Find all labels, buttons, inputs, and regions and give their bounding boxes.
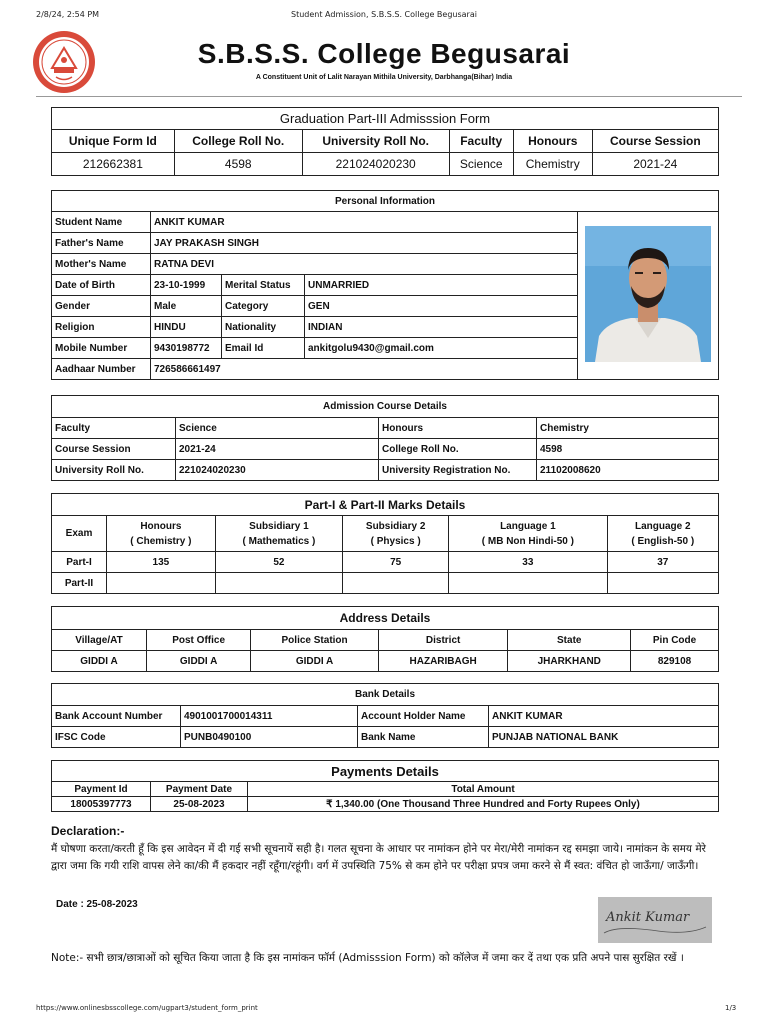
payments-value-cell: 18005397773 bbox=[52, 797, 151, 812]
form-value-cell: 221024020230 bbox=[302, 153, 449, 176]
address-header-cell: Police Station bbox=[251, 630, 379, 651]
label-faculty: Faculty bbox=[52, 418, 176, 439]
address-value-cell: GIDDI A bbox=[52, 651, 147, 672]
form-value-cell: 212662381 bbox=[52, 153, 175, 176]
value-university-roll: 221024020230 bbox=[176, 460, 379, 481]
value-dob: 23-10-1999 bbox=[151, 275, 222, 296]
marks-col-name: Honours bbox=[140, 520, 182, 532]
marks-col-name: Language 2 bbox=[634, 520, 691, 532]
payments-header-cell: Payment Id bbox=[52, 782, 151, 797]
marks-part1-cell: 135 bbox=[107, 552, 216, 573]
marks-col-name: Subsidiary 2 bbox=[365, 520, 426, 532]
personal-info-table bbox=[51, 190, 719, 380]
label-dob: Date of Birth bbox=[52, 275, 151, 296]
address-table bbox=[51, 606, 719, 672]
bank-title: Bank Details bbox=[52, 684, 719, 706]
label-account-holder: Account Holder Name bbox=[358, 706, 489, 727]
header-divider bbox=[36, 96, 742, 97]
marks-col-header bbox=[215, 516, 342, 552]
course-title: Admission Course Details bbox=[52, 396, 719, 418]
value-religion: HINDU bbox=[151, 317, 222, 338]
label-nationality: Nationality bbox=[222, 317, 305, 338]
form-header-cell: College Roll No. bbox=[174, 130, 302, 153]
student-photo bbox=[585, 226, 711, 362]
value-university-reg: 21102008620 bbox=[537, 460, 719, 481]
label-ifsc: IFSC Code bbox=[52, 727, 181, 748]
address-value-cell: GIDDI A bbox=[146, 651, 250, 672]
marks-col-header bbox=[607, 516, 718, 552]
form-summary-table bbox=[51, 107, 719, 176]
address-value-cell: 829108 bbox=[631, 651, 719, 672]
label-category: Category bbox=[222, 296, 305, 317]
address-header-cell: Pin Code bbox=[631, 630, 719, 651]
print-datetime: 2/8/24, 2:54 PM bbox=[36, 10, 100, 19]
address-value-cell: GIDDI A bbox=[251, 651, 379, 672]
marks-table bbox=[51, 493, 719, 594]
personal-title: Personal Information bbox=[52, 191, 719, 212]
value-bank-name: PUNJAB NATIONAL BANK bbox=[489, 727, 719, 748]
label-gender: Gender bbox=[52, 296, 151, 317]
marks-col-name: Subsidiary 1 bbox=[249, 520, 309, 532]
form-value-cell: 2021-24 bbox=[592, 153, 718, 176]
value-email: ankitgolu9430@gmail.com bbox=[305, 338, 578, 359]
marks-col-header bbox=[449, 516, 607, 552]
label-university-roll: University Roll No. bbox=[52, 460, 176, 481]
value-father-name: JAY PRAKASH SINGH bbox=[151, 233, 578, 254]
college-name: S.B.S.S. College Begusarai bbox=[197, 38, 571, 69]
marks-col-sub: ( Mathematics ) bbox=[242, 535, 316, 547]
payments-value-cell: ₹ 1,340.00 (One Thousand Three Hundred and Forty Rupees Only) bbox=[248, 797, 719, 812]
marks-part1-cell: 33 bbox=[449, 552, 607, 573]
form-value-cell: Chemistry bbox=[513, 153, 592, 176]
label-bank-name: Bank Name bbox=[358, 727, 489, 748]
marks-part2-label: Part-II bbox=[52, 573, 107, 594]
form-header-cell: Course Session bbox=[592, 130, 718, 153]
marks-part1-cell: 75 bbox=[343, 552, 449, 573]
marks-col-name: Language 1 bbox=[500, 520, 556, 532]
marks-part1-cell: 37 bbox=[607, 552, 718, 573]
print-url[interactable]: https://www.onlinesbsscollege.com/ugpart3/student_form_print bbox=[36, 1004, 258, 1012]
value-college-roll: 4598 bbox=[537, 439, 719, 460]
marks-exam-header: Exam bbox=[52, 516, 107, 552]
payments-header-cell: Total Amount bbox=[248, 782, 719, 797]
marks-part1-label: Part-I bbox=[52, 552, 107, 573]
label-father-name: Father's Name bbox=[52, 233, 151, 254]
label-marital: Merital Status bbox=[222, 275, 305, 296]
value-gender: Male bbox=[151, 296, 222, 317]
address-header-cell: State bbox=[508, 630, 631, 651]
label-mobile: Mobile Number bbox=[52, 338, 151, 359]
marks-part1-cell: 52 bbox=[215, 552, 342, 573]
address-title: Address Details bbox=[52, 607, 719, 630]
value-bank-account: 4901001700014311 bbox=[181, 706, 358, 727]
declaration-title: Declaration:- bbox=[51, 824, 125, 838]
value-ifsc: PUNB0490100 bbox=[181, 727, 358, 748]
marks-part2-cell bbox=[607, 573, 718, 594]
marks-col-sub: ( Chemistry ) bbox=[130, 535, 192, 547]
declaration-date: Date : 25-08-2023 bbox=[56, 899, 138, 910]
marks-part2-cell bbox=[449, 573, 607, 594]
value-marital: UNMARRIED bbox=[305, 275, 578, 296]
label-aadhaar: Aadhaar Number bbox=[52, 359, 151, 380]
address-header-cell: Village/AT bbox=[52, 630, 147, 651]
value-category: GEN bbox=[305, 296, 578, 317]
address-value-cell: HAZARIBAGH bbox=[378, 651, 508, 672]
form-header-cell: Unique Form Id bbox=[52, 130, 175, 153]
marks-part2-cell bbox=[107, 573, 216, 594]
form-header-cell: Faculty bbox=[449, 130, 513, 153]
value-honours: Chemistry bbox=[537, 418, 719, 439]
marks-title: Part-I & Part-II Marks Details bbox=[52, 494, 719, 516]
label-session: Course Session bbox=[52, 439, 176, 460]
value-account-holder: ANKIT KUMAR bbox=[489, 706, 719, 727]
course-table bbox=[51, 395, 719, 481]
marks-part2-cell bbox=[215, 573, 342, 594]
form-value-cell: Science bbox=[449, 153, 513, 176]
college-subtitle: A Constituent Unit of Lalit Narayan Mithila University, Darbhanga(Bihar) India bbox=[255, 74, 513, 81]
address-value-cell: JHARKHAND bbox=[508, 651, 631, 672]
label-student-name: Student Name bbox=[52, 212, 151, 233]
address-header-cell: District bbox=[378, 630, 508, 651]
value-mobile: 9430198772 bbox=[151, 338, 222, 359]
marks-col-header bbox=[343, 516, 449, 552]
declaration-text: मैं घोषणा करता/करती हूँ कि इस आवेदन में दी गई सभी सूचनायें सही है। गलत सूचना के आधार पर नामांकन होने पर मेरा/मेरी नामांकन रद्द समझा जाये। नामांकन के समय मेरे द्वारा जमा कि गयी राशि वापस लेने का/की मैं हकदार नहीं रहूँगा/रहूंगी। वर्ग में उपस्थिति 75% से कम होने पर परीक्षा प्रपत्र जमा करने से मैं स्वत: वंचित हो जाऊँगा/ जाऊँगी। bbox=[51, 843, 706, 872]
payments-value-cell: 25-08-2023 bbox=[151, 797, 248, 812]
label-university-reg: University Registration No. bbox=[379, 460, 537, 481]
marks-col-sub: ( MB Non Hindi-50 ) bbox=[481, 535, 574, 547]
form-header-cell: Honours bbox=[513, 130, 592, 153]
marks-col-header bbox=[107, 516, 216, 552]
value-faculty: Science bbox=[176, 418, 379, 439]
value-nationality: INDIAN bbox=[305, 317, 578, 338]
signature-text: Ankit Kumar bbox=[606, 910, 690, 925]
note-text: Note:- सभी छात्र/छात्राओं को सूचित किया जाता है कि इस नामांकन फॉर्म (Admisssion Form) को कॉलेज में जमा कर दें तथा एक प्रति अपने पास सुरक्षित रखें । bbox=[51, 952, 684, 964]
value-mother-name: RATNA DEVI bbox=[151, 254, 578, 275]
form-header-cell: University Roll No. bbox=[302, 130, 449, 153]
print-page-number: 1/3 bbox=[725, 1004, 737, 1012]
payments-title: Payments Details bbox=[52, 761, 719, 782]
form-title: Graduation Part-III Admisssion Form bbox=[52, 108, 719, 130]
marks-col-sub: ( English-50 ) bbox=[631, 535, 695, 547]
payments-table bbox=[51, 760, 719, 812]
value-aadhaar: 726586661497 bbox=[151, 359, 578, 380]
label-college-roll: College Roll No. bbox=[379, 439, 537, 460]
label-email: Email Id bbox=[222, 338, 305, 359]
form-value-cell: 4598 bbox=[174, 153, 302, 176]
photo-cell bbox=[578, 212, 719, 380]
address-header-cell: Post Office bbox=[146, 630, 250, 651]
label-honours: Honours bbox=[379, 418, 537, 439]
print-title: Student Admission, S.B.S.S. College Begusarai bbox=[291, 10, 477, 19]
label-mother-name: Mother's Name bbox=[52, 254, 151, 275]
bank-table bbox=[51, 683, 719, 748]
label-bank-account: Bank Account Number bbox=[52, 706, 181, 727]
label-religion: Religion bbox=[52, 317, 151, 338]
value-student-name: ANKIT KUMAR bbox=[151, 212, 578, 233]
marks-part2-cell bbox=[343, 573, 449, 594]
value-session: 2021-24 bbox=[176, 439, 379, 460]
marks-col-sub: ( Physics ) bbox=[370, 535, 421, 547]
payments-header-cell: Payment Date bbox=[151, 782, 248, 797]
